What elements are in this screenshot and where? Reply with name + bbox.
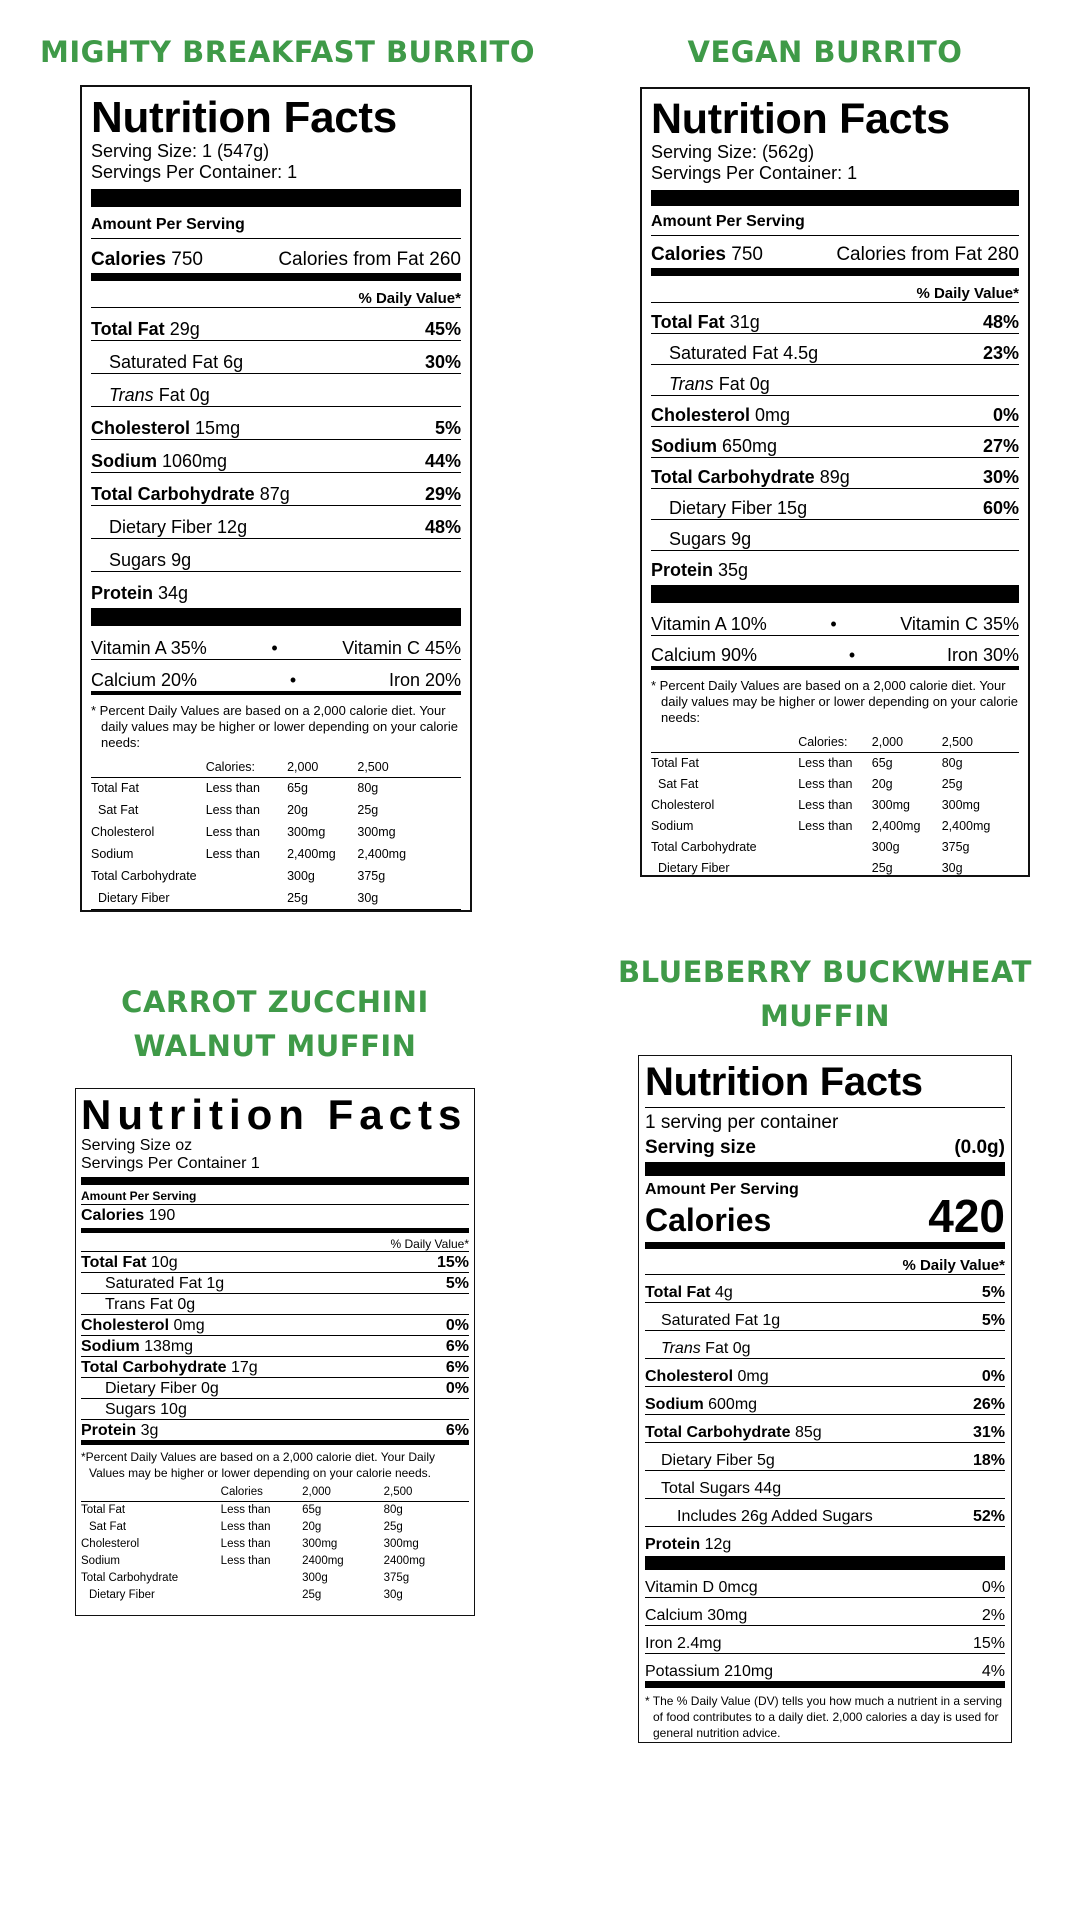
nutrient-row-total-fat: Total Fat 29g 45% — [91, 308, 461, 341]
calories-row — [645, 1190, 1005, 1242]
serving-size: Serving Size: 1 (547g) — [91, 141, 270, 162]
vitamin-row: Vitamin A 35% • Vitamin C 45% — [91, 628, 461, 660]
nutrient-row-total-carbohydrate: Total Carbohydrate 87g 29% — [91, 473, 461, 506]
nutrient-row-total-fat: Total Fat 10g 15% — [81, 1254, 469, 1271]
nutrient-row-total-fat: Total Fat 31g 48% — [651, 303, 1019, 334]
nutrition-facts-heading: Nutrition Facts — [645, 1060, 1005, 1108]
nutrient-row-trans-fat: Trans Fat 0g — [91, 374, 461, 407]
table-row: Total Carbohydrate 300g 375g — [651, 839, 970, 854]
footnote: * The % Daily Value (DV) tells you how much a nutrient in a serving of food contributes to a daily diet. 2,000 calories a day is used for general nutrition advice. — [645, 1694, 1003, 1740]
table-row: Dietary Fiber 25g 30g — [89, 1588, 403, 1601]
calories-label: Calories — [651, 244, 726, 266]
amount-per-serving: Amount Per Serving — [651, 212, 1019, 236]
nutrient-row-total-fat: Total Fat 4g 5% — [645, 1275, 1005, 1303]
nutrient-row-cholesterol: Cholesterol 0mg 0% — [645, 1359, 1005, 1387]
table-row: Sat Fat Less than 20g 25g — [89, 1520, 403, 1533]
title-carrot-zucchini-walnut-muffin: CARROT ZUCCHINI WALNUT MUFFIN — [121, 985, 429, 1063]
daily-value-header: % Daily Value* — [651, 280, 1019, 303]
table-row: Dietary Fiber 25g 30g — [658, 860, 963, 875]
nutrient-row-trans-fat: Trans Fat 0g — [81, 1294, 469, 1315]
nutrient-row-protein: Protein 3g 6% — [81, 1420, 469, 1445]
nutrition-facts-heading: Nutrition Facts — [81, 1091, 468, 1138]
calories-label: Calories — [81, 1207, 145, 1224]
calories-value: 190 — [148, 1207, 176, 1224]
nutrient-row-total-carbohydrate: Total Carbohydrate 17g 6% — [81, 1359, 469, 1376]
table-row: Cholesterol Less than 300mg 300mg — [81, 1537, 419, 1550]
daily-value-header: % Daily Value* — [91, 285, 461, 308]
table-row: Total Fat Less than 65g 80g — [91, 781, 379, 796]
nutrient-row-total-carbohydrate: Total Carbohydrate 89g 30% — [651, 458, 1019, 489]
thick-divider — [645, 1556, 1005, 1570]
table-row: Sat Fat Less than 20g 25g — [98, 803, 379, 818]
calories-value: 750 — [731, 244, 763, 266]
nutrient-row-saturated-fat: Saturated Fat 4.5g 23% — [651, 334, 1019, 365]
table-header: Calories: 2,000 2,500 — [91, 757, 461, 777]
servings-per-container: Servings Per Container 1 — [81, 1155, 260, 1172]
vitamin-row: Vitamin A 10% • Vitamin C 35% — [651, 605, 1019, 636]
nutrient-row-dietary-fiber: Dietary Fiber 12g 48% — [91, 506, 461, 539]
nutrient-row-sodium: Sodium 138mg 6% — [81, 1338, 469, 1355]
serving-size-label: Serving size — [645, 1137, 756, 1158]
serving-size-value: (0.0g) — [954, 1137, 1005, 1158]
serving-size-row — [645, 1135, 1005, 1159]
nutrition-facts-heading: Nutrition Facts — [91, 93, 397, 142]
nutrient-row-sugars: Sugars 9g — [91, 539, 461, 572]
nutrition-label-burrito — [80, 85, 472, 912]
daily-values-table — [651, 732, 1019, 878]
serving-size: Serving Size oz — [81, 1137, 193, 1154]
table-header: Calories 2,000 2,500 — [81, 1484, 469, 1501]
nutrient-row-saturated-fat: Saturated Fat 1g 5% — [81, 1273, 469, 1294]
table-row: Sodium Less than 2,400mg 2,400mg — [91, 847, 407, 862]
title-mighty-breakfast-burrito: MIGHTY BREAKFAST BURRITO — [40, 35, 535, 69]
thick-divider — [651, 585, 1019, 603]
table-row: Total Carbohydrate 300g 375g — [81, 1571, 410, 1584]
medium-divider — [651, 268, 1019, 276]
nutrient-row-cholesterol: Cholesterol 0mg 0% — [651, 396, 1019, 427]
vitamin-row: Calcium 90% • Iron 30% — [651, 636, 1019, 670]
table-row: Total Fat Less than 65g 80g — [81, 1503, 403, 1516]
daily-value-header: % Daily Value* — [645, 1252, 1005, 1275]
amount-per-serving: Amount Per Serving — [645, 1181, 799, 1198]
nutrition-label-carrot-muffin — [75, 1088, 475, 1616]
amount-per-serving: Amount Per Serving — [91, 215, 461, 239]
calories-from-fat: Calories from Fat 260 — [278, 249, 461, 271]
footnote: * Percent Daily Values are based on a 2,000 calorie diet. Your daily values may be higher or lower depending on your calorie needs: — [651, 678, 1018, 726]
nutrient-row-protein: Protein 34g — [91, 583, 189, 604]
table-row: Dietary Fiber 25g 30g — [91, 887, 461, 909]
calories-row — [81, 1205, 469, 1225]
calories-value: 750 — [171, 249, 203, 271]
medium-divider — [81, 1228, 469, 1233]
servings-per-container: Servings Per Container: 1 — [91, 162, 298, 183]
calories-label: Calories — [645, 1202, 772, 1238]
vitamin-row: Vitamin D 0mcg 0% — [645, 1570, 1005, 1598]
thick-divider — [91, 608, 461, 626]
nutrient-row-total-sugars: Total Sugars 44g — [645, 1471, 1005, 1499]
thick-divider — [91, 189, 461, 207]
daily-values-table — [81, 1484, 469, 1603]
table-row: Sat Fat Less than 20g 25g — [658, 776, 963, 791]
table-row: Cholesterol Less than 300mg 300mg — [91, 825, 396, 840]
nutrient-row-dietary-fiber: Dietary Fiber 0g 0% — [81, 1378, 469, 1399]
nutrient-row-sugars: Sugars 9g — [651, 520, 1019, 551]
nutrient-row-sodium: Sodium 600mg 26% — [645, 1387, 1005, 1415]
footnote: * Percent Daily Values are based on a 2,000 calorie diet. Your daily values may be higher or lower depending on your calorie needs: — [91, 703, 458, 751]
table-row: Total Carbohydrate 300g 375g — [91, 869, 386, 884]
calories-value: 420 — [928, 1190, 1005, 1242]
nutrient-row-sugars: Sugars 10g — [81, 1399, 469, 1420]
nutrient-row-cholesterol: Cholesterol 0mg 0% — [81, 1317, 469, 1334]
calories-row — [91, 239, 461, 271]
nutrition-facts-heading: Nutrition Facts — [651, 95, 950, 143]
title-blueberry-buckwheat-muffin: BLUEBERRY BUCKWHEAT MUFFIN — [618, 955, 1032, 1033]
nutrient-row-sodium: Sodium 1060mg 44% — [91, 440, 461, 473]
servings-per-container: 1 serving per container — [645, 1112, 839, 1133]
calories-row — [651, 236, 1019, 266]
thick-divider — [81, 1177, 469, 1185]
nutrient-row-trans-fat: Trans Fat 0g — [651, 365, 1019, 396]
nutrient-row-cholesterol: Cholesterol 15mg 5% — [91, 407, 461, 440]
calories-label: Calories — [91, 249, 166, 271]
vitamin-row: Iron 2.4mg 15% — [645, 1626, 1005, 1654]
table-row: Sodium Less than 2,400mg 2,400mg — [651, 818, 991, 833]
nutrient-row-dietary-fiber: Dietary Fiber 15g 60% — [651, 489, 1019, 520]
nutrition-label-blueberry-muffin — [638, 1055, 1012, 1743]
nutrient-row-sodium: Sodium 650mg 27% — [651, 427, 1019, 458]
daily-values-table — [91, 757, 461, 910]
footnote: *Percent Daily Values are based on a 2,000 calorie diet. Your Daily Values may be higher or lower depending on your calorie needs. — [81, 1450, 435, 1480]
nutrient-row-total-carbohydrate: Total Carbohydrate 85g 31% — [645, 1415, 1005, 1443]
nutrient-row-protein: Protein 35g — [651, 560, 749, 581]
medium-divider — [645, 1242, 1005, 1249]
table-row: Total Fat Less than 65g 80g — [651, 755, 963, 770]
medium-divider — [91, 273, 461, 281]
nutrient-row-protein: Protein 12g — [645, 1536, 732, 1553]
vitamin-row: Potassium 210mg 4% — [645, 1654, 1005, 1688]
servings-per-container: Servings Per Container: 1 — [651, 163, 858, 184]
title-vegan-burrito: VEGAN BURRITO — [687, 35, 963, 69]
nutrient-row-saturated-fat: Saturated Fat 1g 5% — [645, 1303, 1005, 1331]
table-row: Sodium Less than 2400mg 2400mg — [81, 1554, 426, 1567]
thick-divider — [645, 1162, 1005, 1176]
vitamin-row: Calcium 30mg 2% — [645, 1598, 1005, 1626]
serving-size: Serving Size: (562g) — [651, 142, 815, 163]
nutrient-row-saturated-fat: Saturated Fat 6g 30% — [91, 341, 461, 374]
table-row: Cholesterol Less than 300mg 300mg — [651, 797, 980, 812]
nutrient-row-dietary-fiber: Dietary Fiber 5g 18% — [645, 1443, 1005, 1471]
nutrient-row-trans-fat: Trans Fat 0g — [645, 1331, 1005, 1359]
thick-divider — [651, 190, 1019, 206]
calories-from-fat: Calories from Fat 280 — [836, 244, 1019, 266]
table-header: Calories: 2,000 2,500 — [651, 732, 1019, 752]
daily-value-header: % Daily Value* — [81, 1235, 469, 1252]
vitamin-row: Calcium 20% • Iron 20% — [91, 660, 461, 695]
nutrient-row-added-sugars: Includes 26g Added Sugars 52% — [645, 1499, 1005, 1527]
amount-per-serving: Amount Per Serving — [81, 1188, 469, 1205]
nutrition-label-vegan — [640, 87, 1030, 877]
